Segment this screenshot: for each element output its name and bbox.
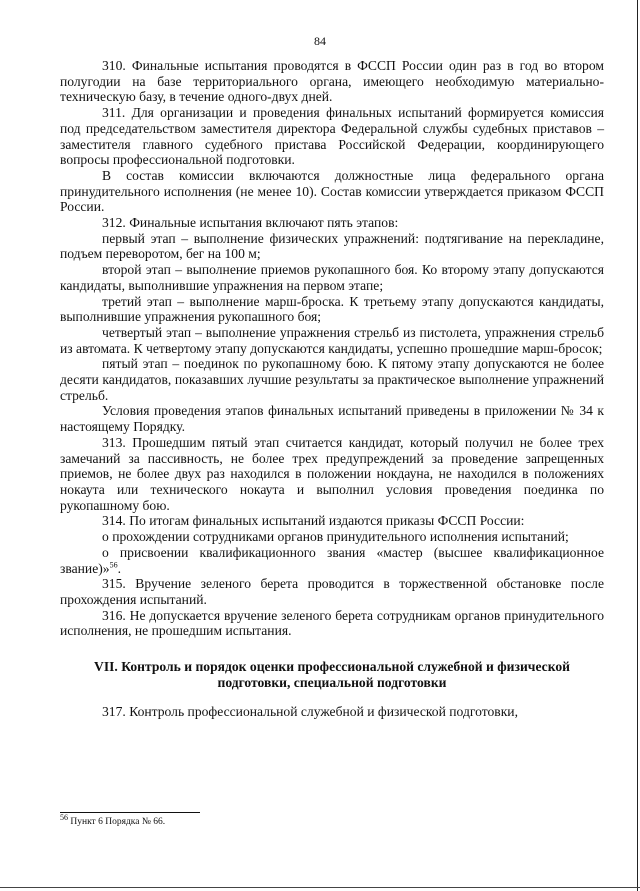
paragraph-order-2 — [60, 545, 604, 576]
footnote-reference-suffix: . — [117, 560, 121, 576]
footnote-marker: 56 — [60, 812, 68, 822]
paragraph-stage-1: первый этап – выполнение физических упражнений: подтягивание на перекладине, подъем переворотом, бег на 100 м; — [60, 230, 604, 262]
paragraph-stage-4: четвертый этап – выполнение упражнения стрельб из пистолета, упражнения стрельб из автомата. К четвертому этапу допускаются кандидаты, успешно прошедшие марш-бросок; — [60, 324, 604, 356]
paragraph-stage-2: второй этап – выполнение приемов рукопашного боя. Ко второму этапу допускаются кандидаты, выполнившие упражнения на первом этапе; — [60, 262, 604, 293]
document-body — [60, 58, 604, 720]
paragraph-stage-3: третий этап – выполнение марш-броска. К третьему этапу допускаются кандидаты, выполнившие упражнения рукопашного боя; — [60, 293, 604, 325]
paragraph-316: 316. Не допускается вручение зеленого берета сотрудникам органов принудительного исполнения, не прошедшим испытания. — [60, 607, 604, 639]
paragraph-commission: В состав комиссии включаются должностные лица федерального органа принудительного исполнения (не менее 10). Состав комиссии утверждается приказом ФССП России. — [60, 167, 604, 215]
footnote-text: Пункт 6 Порядка № 66. — [70, 817, 166, 827]
scan-edge-bottom — [0, 887, 640, 888]
footnote-divider — [60, 812, 200, 813]
paragraph-order-2-text: о присвоении квалификационного звания «мастер (высшее квалификационное звание)» — [60, 544, 604, 576]
paragraph-317: 317. Контроль профессиональной служебной и физической подготовки, — [102, 704, 518, 720]
paragraph-311: 311. Для организации и проведения финальных испытаний формируется комиссия под председательством заместителя директора Федеральной службы судебных приставов – заместителя главного судебного пристава Российской Федерации, координирующего вопросы профессиональной подготовки. — [60, 105, 604, 168]
paragraph-310: 310. Финальные испытания проводятся в ФССП России один раз в год во втором полугодии на базе территориального органа, имеющего необходимую материально-техническую базу, в течение одного-двух дней. — [60, 58, 604, 105]
paragraph-order-1: о прохождении сотрудниками органов принудительного исполнения испытаний; — [102, 529, 569, 545]
paragraph-313: 313. Прошедшим пятый этап считается кандидат, который получил не более трех замечаний за пассивность, не более трех предупреждений за проведение запрещенных приемов, не более двух раз находился в положении нокдауна, не находился в положениях нокаута или технического нокаута и выполнил условия проведения поединка по рукопашному бою. — [60, 434, 604, 513]
paragraph-stage-5: пятый этап – поединок по рукопашному бою. К пятому этапу допускаются не более десяти кандидатов, показавших лучшие результаты за практическое выполнение упражнений стрельб. — [60, 356, 604, 403]
scan-edge-right — [637, 0, 638, 891]
footnote — [60, 812, 166, 828]
footnote-reference: 56 — [109, 559, 118, 569]
paragraph-conditions: Условия проведения этапов финальных испытаний приведены в приложении № 34 к настоящему Порядку. — [60, 403, 604, 435]
paragraph-315: 315. Вручение зеленого берета проводится в торжественной обстановке после прохождения испытаний. — [60, 576, 604, 607]
page-number: 84 — [314, 34, 326, 48]
paragraph-314: 314. По итогам финальных испытаний издаются приказы ФССП России: — [102, 513, 525, 529]
paragraph-312: 312. Финальные испытания включают пять этапов: — [102, 215, 399, 231]
section-heading: VII. Контроль и порядок оценки профессиональной служебной и физической подготовки, специальной подготовки — [94, 659, 570, 690]
